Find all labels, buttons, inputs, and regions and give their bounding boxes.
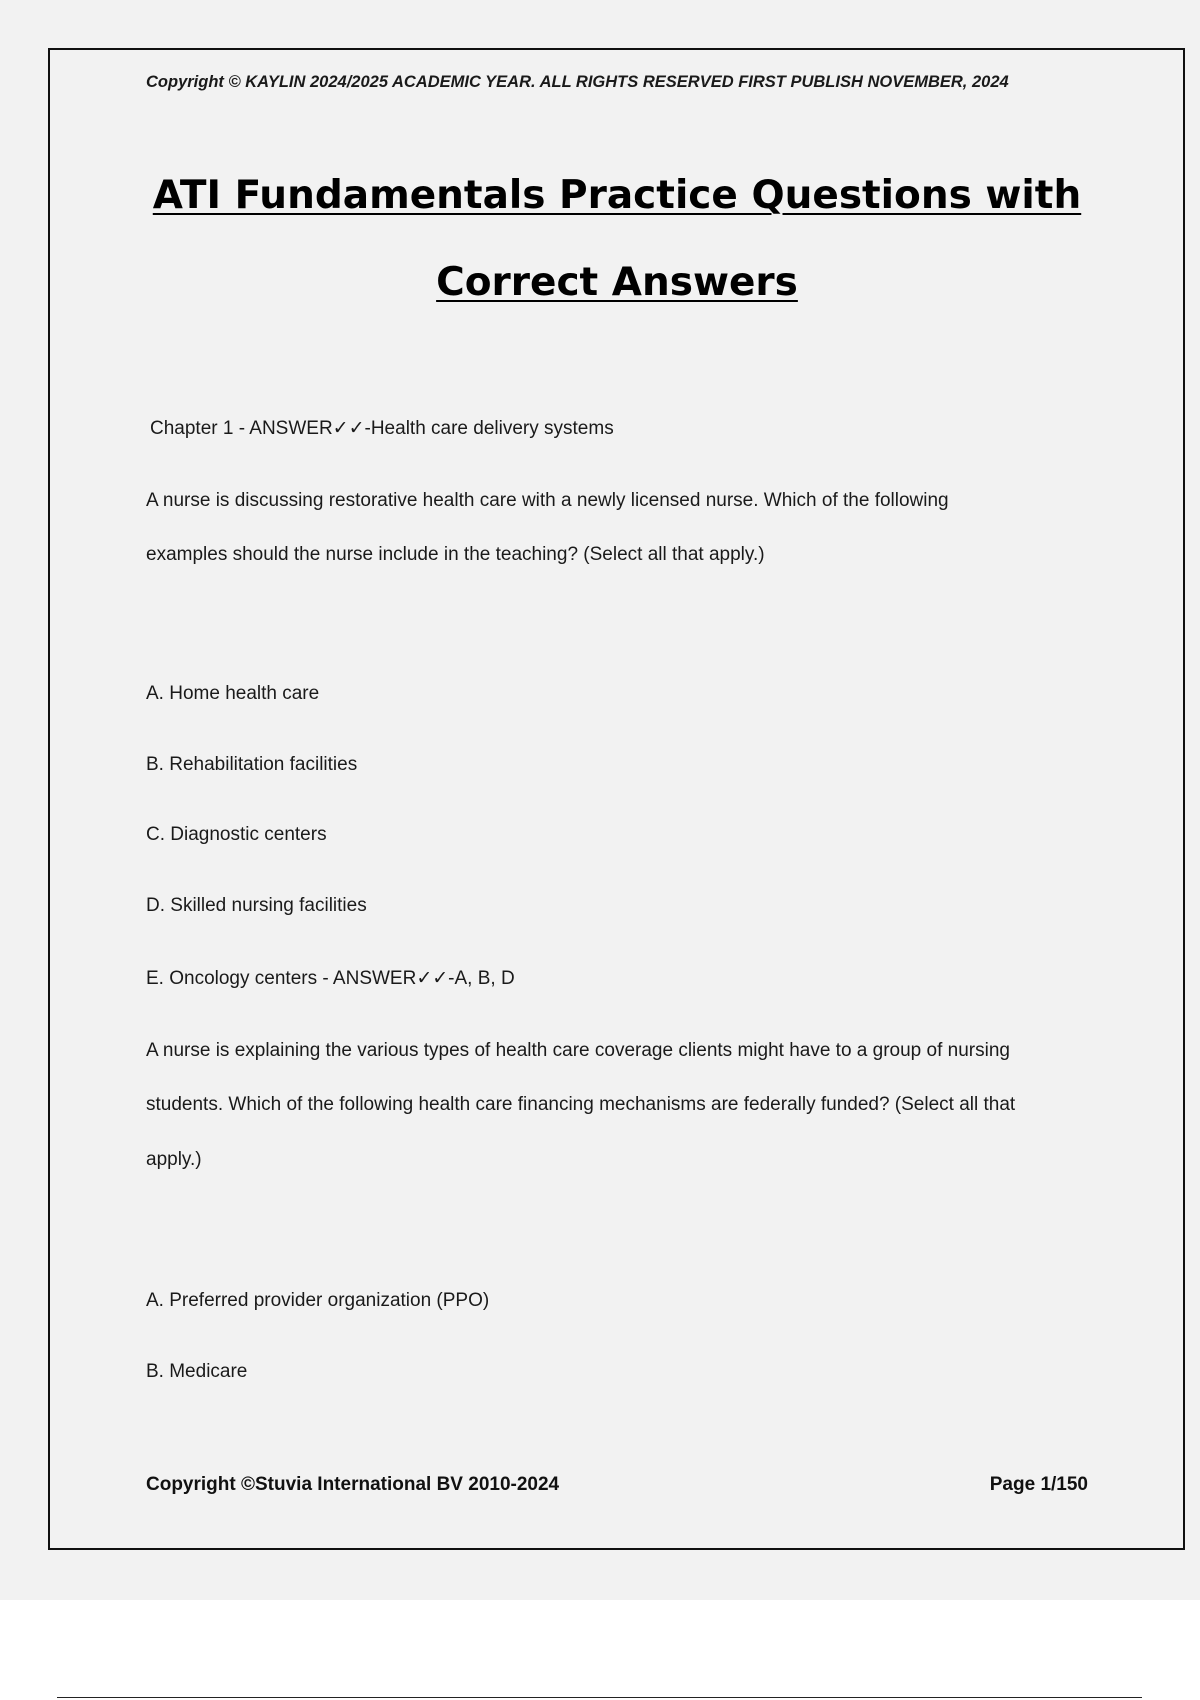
question-2-line-2: students. Which of the following health care financing mechanisms are federally funded? (Select all that <box>146 1094 1016 1115</box>
document-title-line-1 <box>146 173 1088 218</box>
question-2-option-b: B. Medicare <box>146 1361 248 1382</box>
question-1-option-d: D. Skilled nursing facilities <box>146 895 367 916</box>
copyright-header: Copyright © KAYLIN 2024/2025 ACADEMIC YEAR. ALL RIGHTS RESERVED FIRST PUBLISH NOVEMBER, 2024 <box>146 73 1009 91</box>
question-2-line-1: A nurse is explaining the various types of health care coverage clients might have to a group of nursing <box>146 1040 1010 1061</box>
document-title-text-2: Correct Answers <box>436 260 798 305</box>
document-title-text-1: ATI Fundamentals Practice Questions with <box>152 173 1082 218</box>
question-1-line-2: examples should the nurse include in the teaching? (Select all that apply.) <box>146 544 765 565</box>
document-title-line-2 <box>146 260 1088 305</box>
chapter-heading: Chapter 1 - ANSWER✓✓-Health care delivery systems <box>150 418 614 439</box>
question-2-option-a: A. Preferred provider organization (PPO) <box>146 1290 490 1311</box>
question-1-option-b: B. Rehabilitation facilities <box>146 754 358 775</box>
question-2-line-3: apply.) <box>146 1149 202 1170</box>
page-number: Page 1/150 <box>989 1474 1088 1495</box>
footer-copyright: Copyright ©Stuvia International BV 2010-2024 <box>146 1474 560 1495</box>
question-1-option-c: C. Diagnostic centers <box>146 824 327 845</box>
question-1-line-1: A nurse is discussing restorative health care with a newly licensed nurse. Which of the following <box>146 490 949 511</box>
question-1-option-e-answer: E. Oncology centers - ANSWER✓✓-A, B, D <box>146 968 515 989</box>
next-page-rule <box>57 1697 1142 1698</box>
question-1-option-a: A. Home health care <box>146 683 320 704</box>
